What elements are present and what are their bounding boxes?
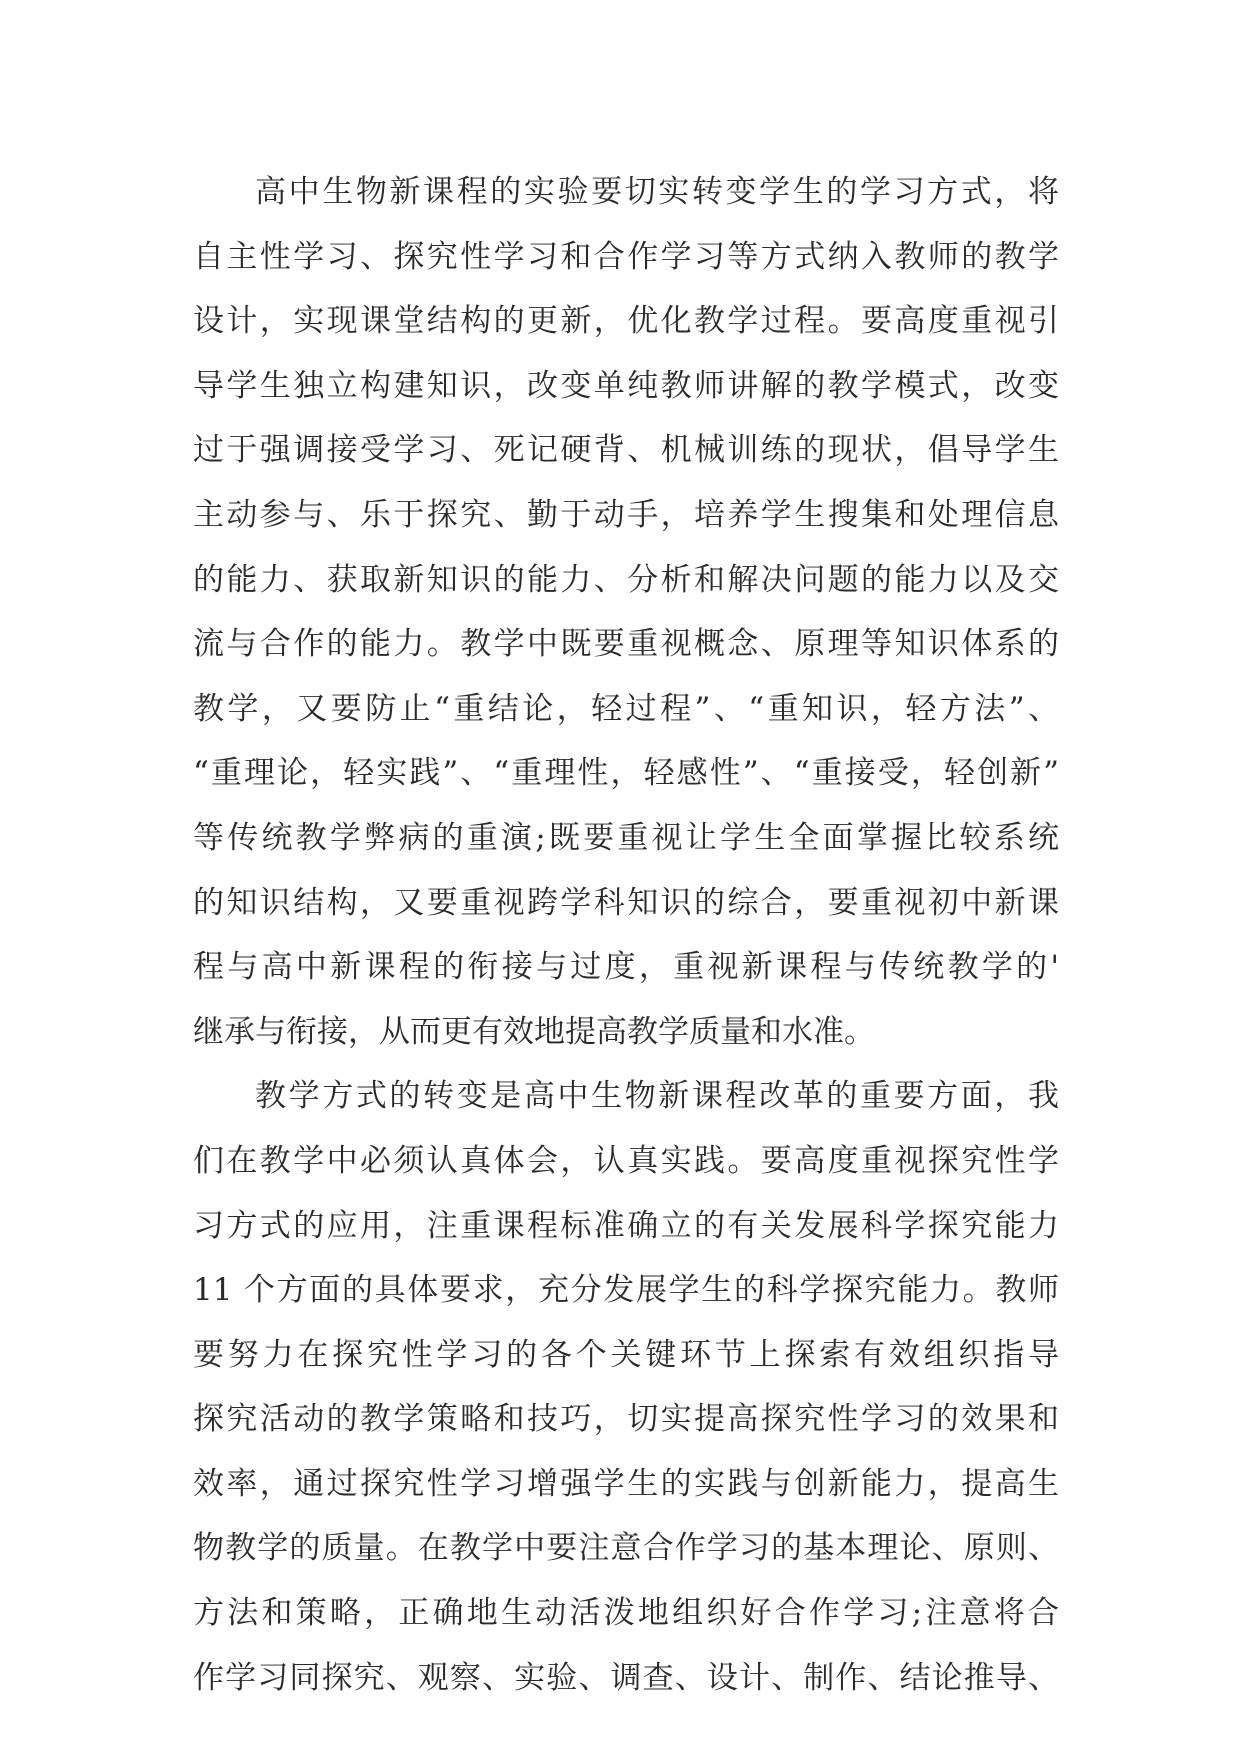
text-line: 教学，又要防止“重结论，轻过程”、“重知识，轻方法”、	[193, 690, 1059, 727]
paragraph-1	[193, 160, 1059, 1064]
text-line: 流与合作的能力。教学中既要重视概念、原理等知识体系的	[193, 626, 1059, 663]
text-line: 探究活动的教学策略和技巧，切实提高探究性学习的效果和	[193, 1401, 1059, 1438]
text-line: 习方式的应用，注重课程标准确立的有关发展科学探究能力	[193, 1207, 1059, 1244]
text-line: 导学生独立构建知识，改变单纯教师讲解的教学模式，改变	[193, 367, 1059, 404]
text-line: 的知识结构，又要重视跨学科知识的综合，要重视初中新课	[193, 884, 1059, 921]
text-line: 们在教学中必须认真体会，认真实践。要高度重视探究性学	[193, 1142, 1059, 1179]
text-line: 设计，实现课堂结构的更新，优化教学过程。要高度重视引	[193, 303, 1059, 340]
text-line: “重理论，轻实践”、“重理性，轻感性”、“重接受，轻创新”	[193, 755, 1059, 792]
text-line: 物教学的质量。在教学中要注意合作学习的基本理论、原则、	[193, 1530, 1059, 1567]
text-line: 11 个方面的具体要求，充分发展学生的科学探究能力。教师	[193, 1272, 1059, 1309]
text-line: 程与高中新课程的衔接与过度，重视新课程与传统教学的'	[193, 949, 1059, 986]
text-line: 高中生物新课程的实验要切实转变学生的学习方式，将	[255, 174, 1059, 210]
text-line: 自主性学习、探究性学习和合作学习等方式纳入教师的教学	[193, 238, 1059, 275]
text-line: 作学习同探究、观察、实验、调查、设计、制作、结论推导、	[193, 1659, 1059, 1696]
text-line: 的能力、获取新知识的能力、分析和解决问题的能力以及交	[193, 561, 1059, 598]
text-line: 方法和策略，正确地生动活泼地组织好合作学习;注意将合	[193, 1595, 1059, 1632]
document-body	[193, 160, 1059, 1710]
text-line: 效率，通过探究性学习增强学生的实践与创新能力，提高生	[193, 1465, 1059, 1502]
text-line: 教学方式的转变是高中生物新课程改革的重要方面，我	[255, 1078, 1059, 1115]
text-line: 过于强调接受学习、死记硬背、机械训练的现状，倡导学生	[193, 432, 1059, 469]
paragraph-2	[193, 1064, 1059, 1710]
text-line: 继承与衔接，从而更有效地提高教学质量和水准。	[193, 1013, 875, 1050]
text-line: 等传统教学弊病的重演;既要重视让学生全面掌握比较系统	[193, 819, 1059, 856]
text-line: 要努力在探究性学习的各个关键环节上探索有效组织指导	[193, 1336, 1059, 1373]
text-line: 主动参与、乐于探究、勤于动手，培养学生搜集和处理信息	[193, 496, 1059, 533]
